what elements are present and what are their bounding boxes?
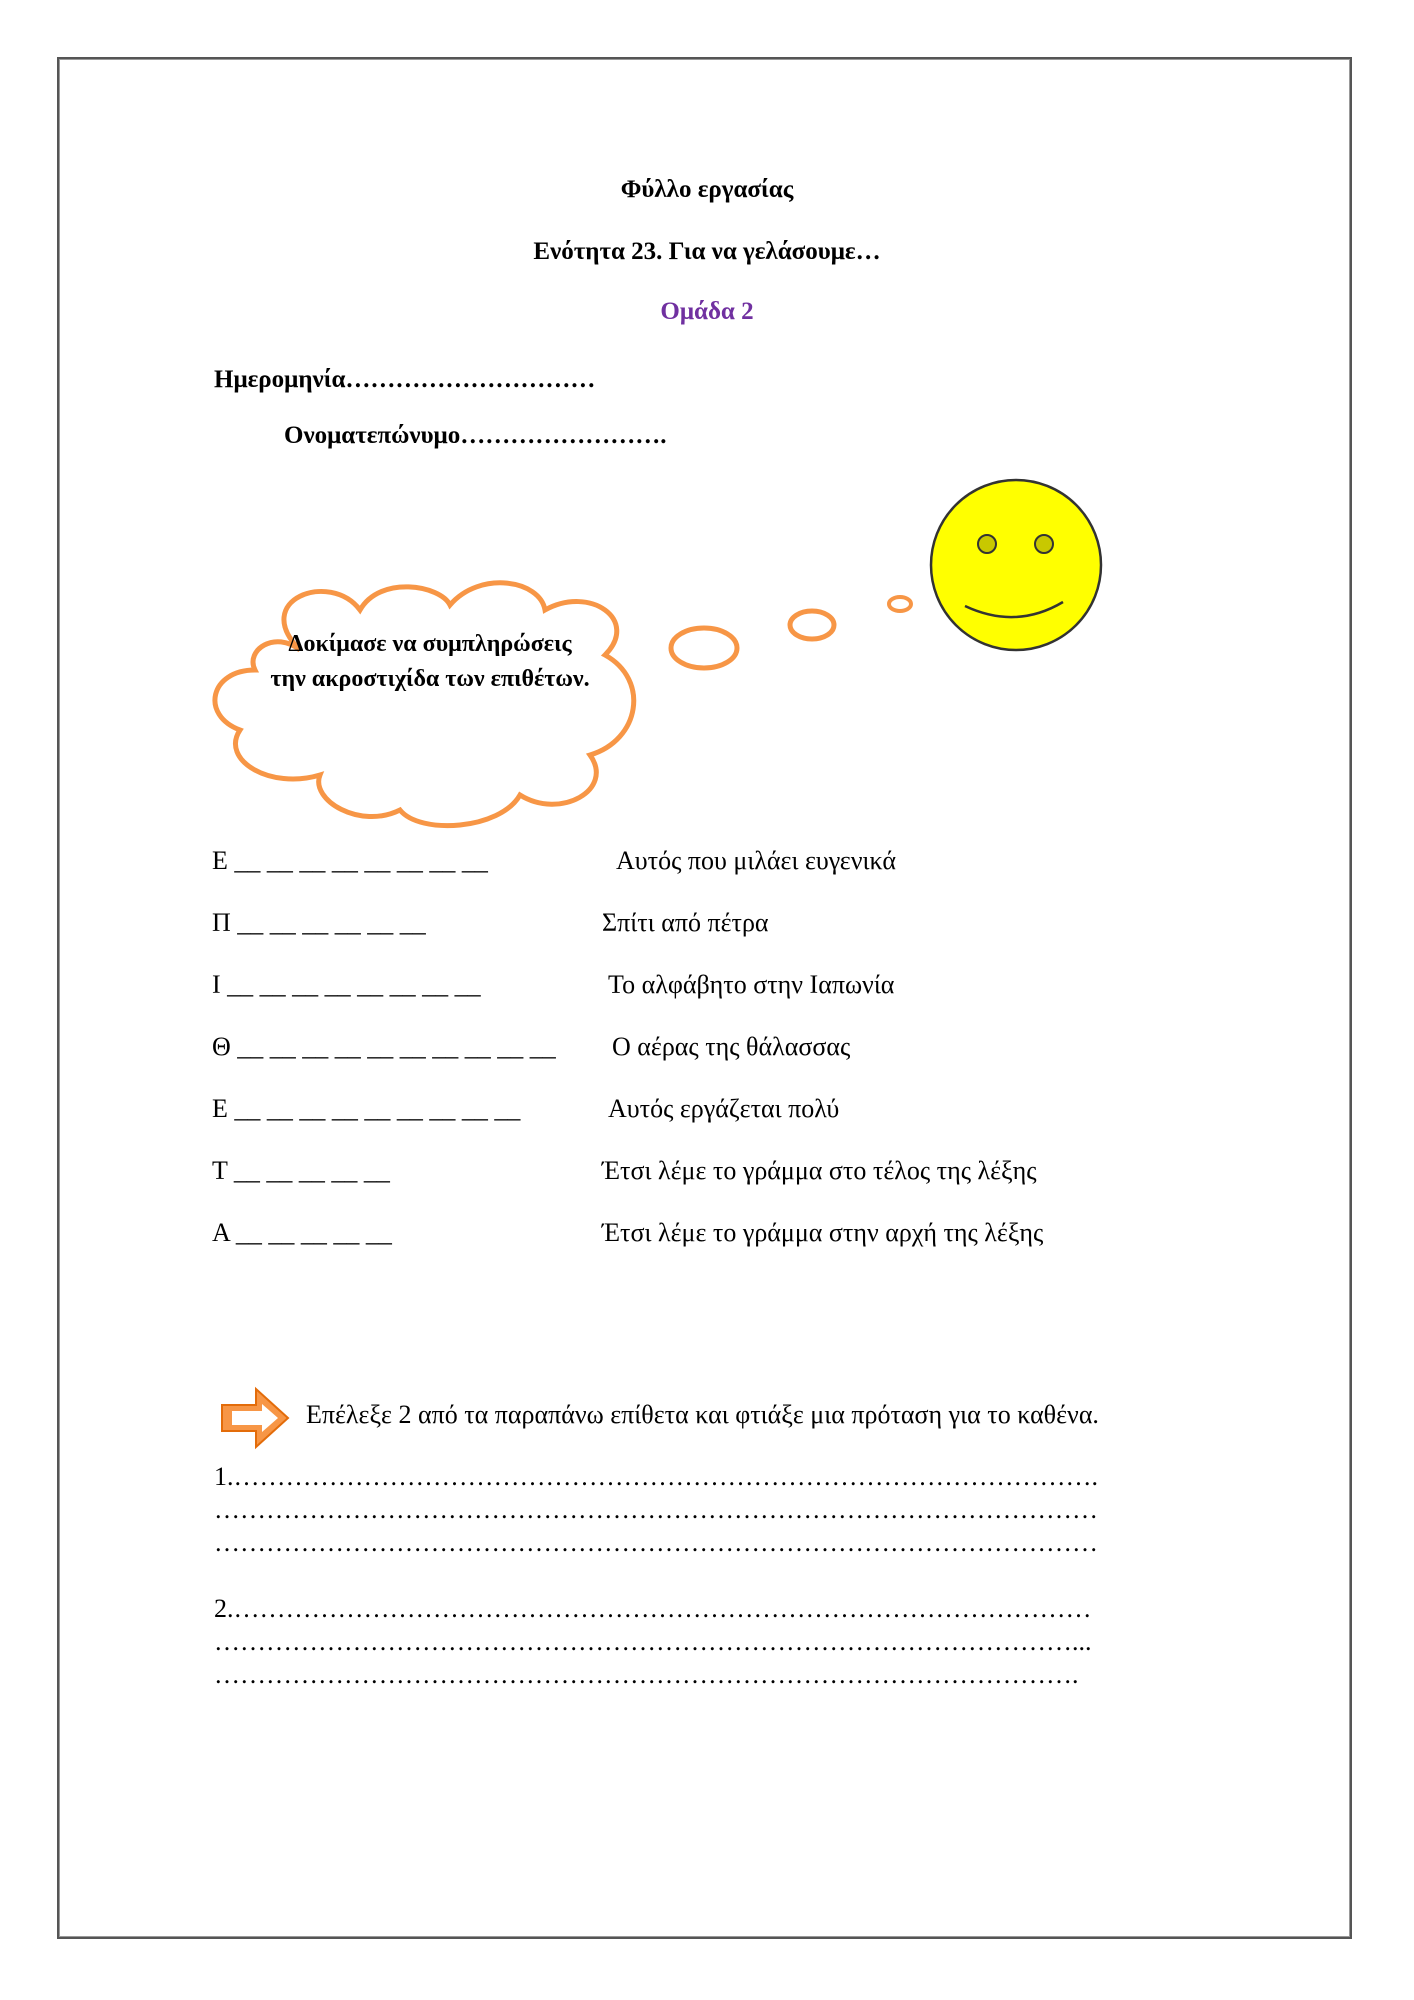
worksheet-title: Φύλλο εργασίας bbox=[620, 176, 794, 203]
acrostic-blanks[interactable]: Ε __ __ __ __ __ __ __ __ __ bbox=[212, 1094, 521, 1123]
answer-line-3[interactable]: ………………………………………………………………………………………… bbox=[214, 1528, 1098, 1557]
acrostic-clue: Αυτός εργάζεται πολύ bbox=[608, 1094, 840, 1123]
acrostic-clue: Έτσι λέμε το γράμμα στην αρχή της λέξης bbox=[602, 1218, 1044, 1247]
acrostic-blanks[interactable]: Ι __ __ __ __ __ __ __ __ bbox=[212, 970, 481, 999]
name-field[interactable]: Ονοματεπώνυμο……………………. bbox=[284, 422, 667, 449]
smiley-left-eye bbox=[978, 535, 996, 553]
group-label: Ομάδα 2 bbox=[660, 298, 754, 325]
answer-line-1[interactable]: 1.………………………………………………………………………………………. bbox=[214, 1462, 1098, 1491]
acrostic-clue: Έτσι λέμε το γράμμα στο τέλος της λέξης bbox=[602, 1156, 1037, 1185]
acrostic-clue: Ο αέρας της θάλασσας bbox=[612, 1032, 851, 1061]
thought-bubble-large bbox=[671, 628, 737, 668]
acrostic-blanks[interactable]: Ε __ __ __ __ __ __ __ __ bbox=[212, 846, 488, 875]
unit-title: Ενότητα 23. Για να γελάσουμε… bbox=[533, 238, 881, 265]
answer-line-5[interactable]: ………………………………………………………………………………………... bbox=[214, 1627, 1092, 1656]
instruction-text: Επέλεξε 2 από τα παραπάνω επίθετα και φτιάξε μια πρόταση για το καθένα. bbox=[306, 1400, 1099, 1429]
answer-line-4[interactable]: 2.……………………………………………………………………………………… bbox=[214, 1594, 1092, 1623]
acrostic-blanks[interactable]: Π __ __ __ __ __ __ bbox=[212, 908, 426, 937]
thought-cloud-shape bbox=[215, 583, 634, 826]
acrostic-blanks[interactable]: Θ __ __ __ __ __ __ __ __ __ __ bbox=[212, 1032, 556, 1061]
acrostic-clue: Αυτός που μιλάει ευγενικά bbox=[616, 846, 896, 875]
date-field[interactable]: Ημερομηνία………………………… bbox=[214, 366, 596, 393]
smiley-face-icon bbox=[931, 480, 1101, 650]
answer-line-6[interactable]: ………………………………………………………………………………………. bbox=[214, 1660, 1079, 1689]
cloud-instruction: Δοκίμασε να συμπληρώσεις την ακροστιχίδα των επιθέτων. bbox=[270, 631, 590, 692]
acrostic-clue: Το αλφάβητο στην Ιαπωνία bbox=[608, 970, 895, 999]
acrostic-blanks[interactable]: Α __ __ __ __ __ bbox=[212, 1218, 392, 1247]
right-arrow-icon bbox=[222, 1389, 288, 1447]
answer-line-2[interactable]: ………………………………………………………………………………………… bbox=[214, 1495, 1098, 1524]
smiley-right-eye bbox=[1035, 535, 1053, 553]
thought-bubble-medium bbox=[790, 611, 834, 639]
acrostic-clue: Σπίτι από πέτρα bbox=[602, 908, 769, 937]
acrostic-blanks[interactable]: Τ __ __ __ __ __ bbox=[212, 1156, 390, 1185]
thought-bubble-small bbox=[889, 597, 911, 611]
